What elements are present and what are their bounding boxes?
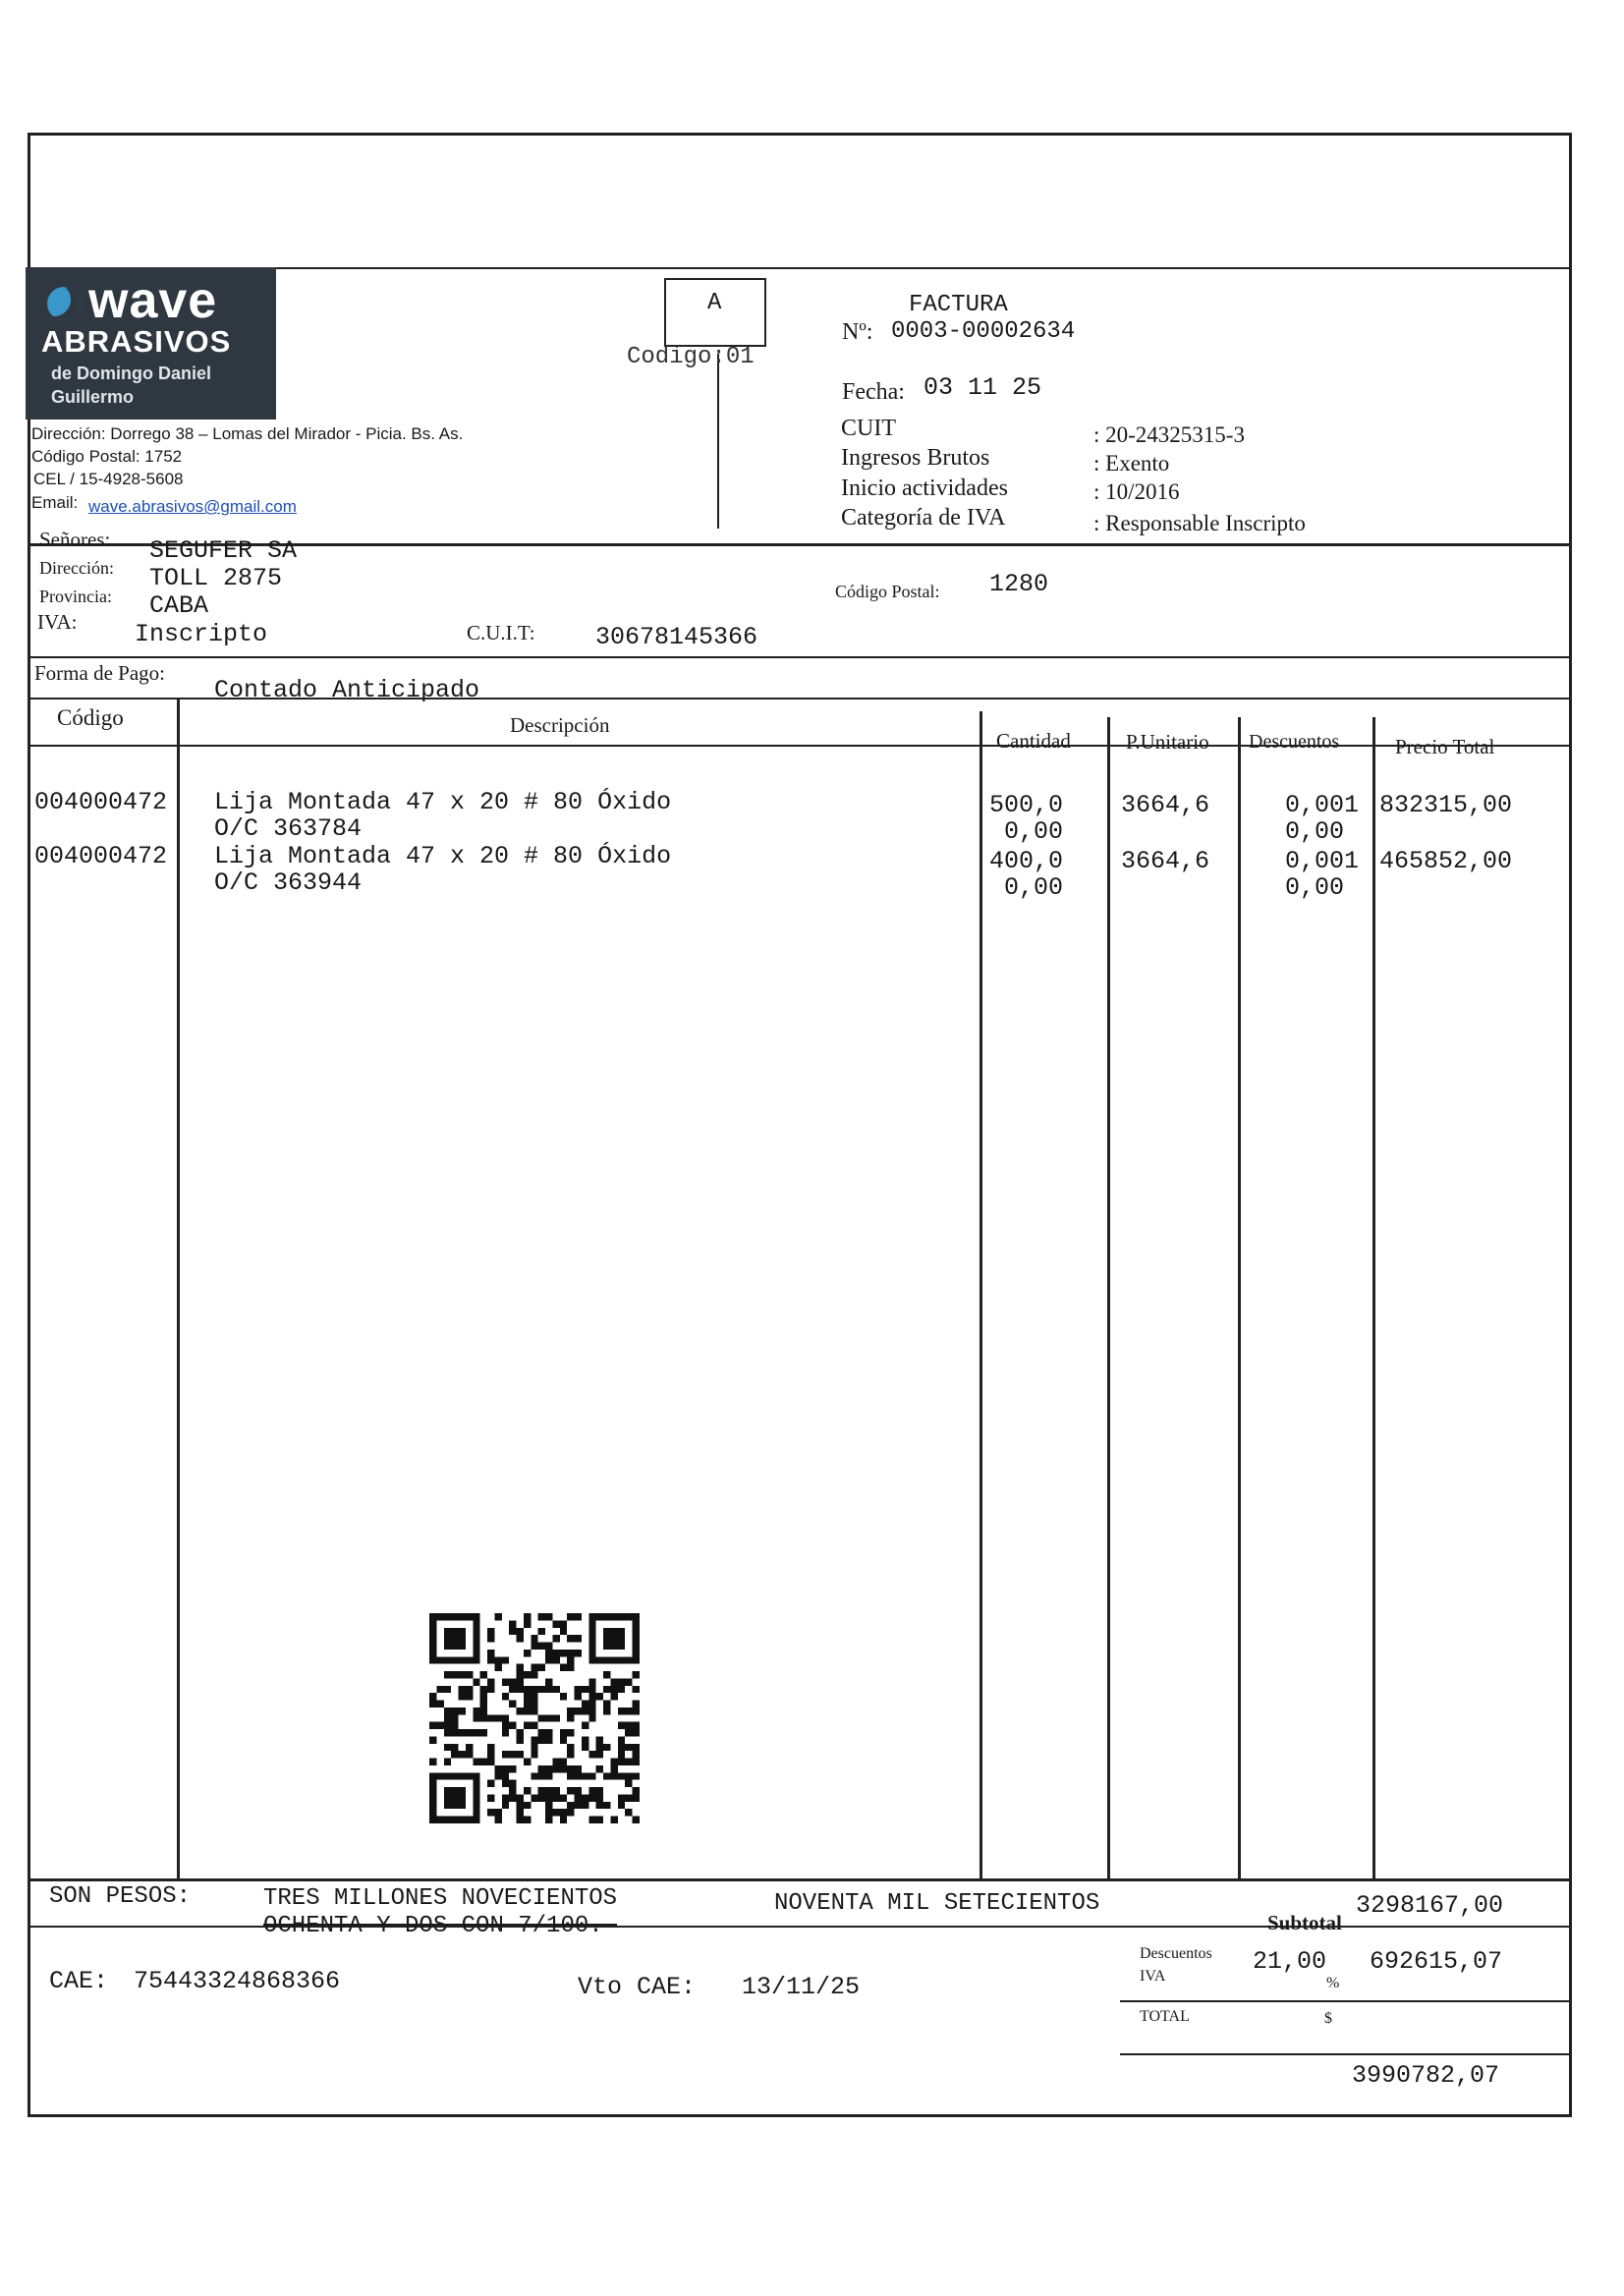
vto-cae-value: 13/11/25 [742, 1973, 861, 2001]
iva-label: IVA [1140, 1968, 1166, 1985]
total-row-divider [1120, 2053, 1572, 2055]
invoice-fecha: 03 11 25 [924, 373, 1042, 402]
header-vertical-divider [717, 354, 719, 529]
client-senores-label: Señores: [39, 528, 111, 551]
client-provincia: CABA [149, 591, 209, 620]
issuer-email-label: Email: [31, 493, 79, 512]
client-cp-label: Código Postal: [835, 582, 940, 601]
client-direccion: TOLL 2875 [149, 564, 283, 592]
issuer-cel: CEL / 15-4928-5608 [33, 470, 184, 488]
invoice-codigo: Codigo:01 [627, 344, 755, 370]
invoice-inicio-label: Inicio actividades [841, 476, 1008, 501]
issuer-email-link[interactable]: wave.abrasivos@gmail.com [88, 497, 297, 516]
descuentos-label: Descuentos [1140, 1945, 1212, 1962]
invoice-type-letter: A [707, 290, 722, 316]
row-cantidad-dec: 0,00 [1004, 817, 1064, 846]
col-line-codigo [177, 698, 180, 1878]
row-cantidad-dec: 0,00 [1004, 873, 1064, 902]
invoice-cuit: : 20-24325315-3 [1093, 422, 1245, 447]
row-cantidad: 400,0 [989, 847, 1064, 875]
col-line-cantidad [1107, 717, 1110, 1878]
iva-percent: % [1326, 1975, 1340, 1991]
header-unitario: P.Unitario [1126, 730, 1209, 754]
company-logo [26, 267, 276, 420]
row-unitario: 3664,6 [1121, 791, 1210, 819]
son-middle: NOVENTA MIL SETECIENTOS [774, 1890, 1100, 1917]
invoice-iva-cat-label: Categoría de IVA [841, 505, 1006, 531]
client-iva-label: IVA: [37, 610, 78, 634]
row-desc-line1: Lija Montada 47 x 20 # 80 Óxido [214, 842, 672, 870]
total-value: 3990782,07 [1352, 2061, 1500, 2090]
wave-swirl-icon [47, 287, 81, 320]
header-total: Precio Total [1395, 735, 1495, 758]
row-descuento-dec: 0,00 [1285, 873, 1345, 902]
logo-owner-line1: de Domingo Daniel [51, 364, 212, 383]
invoice-number-label: Nº: [842, 319, 873, 345]
client-cuit-label: C.U.I.T: [467, 621, 535, 644]
vto-cae-label: Vto CAE: [578, 1973, 697, 2001]
row-descuento: 0,001 [1285, 791, 1360, 819]
row-desc-line1: Lija Montada 47 x 20 # 80 Óxido [214, 788, 672, 816]
header-descripcion: Descripción [510, 713, 610, 737]
col-line-unitario [1238, 717, 1241, 1878]
son-line1: TRES MILLONES NOVECIENTOS [263, 1885, 618, 1912]
invoice-number: 0003-00002634 [891, 318, 1076, 345]
issuer-address: Dirección: Dorrego 38 – Lomas del Mirador - Picia. Bs. As. [31, 424, 464, 443]
table-header-divider [28, 745, 1572, 747]
client-direccion-label: Dirección: [39, 558, 114, 578]
row-desc-line2: O/C 363944 [214, 868, 363, 897]
row-descuento: 0,001 [1285, 847, 1360, 875]
invoice-ib: : Exento [1093, 451, 1170, 476]
pago-value: Contado Anticipado [214, 676, 480, 704]
row-total: 832315,00 [1379, 791, 1513, 819]
invoice-cuit-label: CUIT [841, 416, 896, 441]
row-descuento-dec: 0,00 [1285, 817, 1345, 846]
son-label: SON PESOS: [49, 1883, 192, 1910]
client-cuit: 30678145366 [595, 623, 758, 651]
header-codigo: Código [57, 705, 124, 730]
client-cp: 1280 [989, 570, 1049, 598]
row-cantidad: 500,0 [989, 791, 1064, 819]
row-unitario: 3664,6 [1121, 847, 1210, 875]
cae-value: 75443324868366 [134, 1967, 341, 1995]
client-name: SEGUFER SA [149, 536, 298, 565]
row-total: 465852,00 [1379, 847, 1513, 875]
pago-label: Forma de Pago: [34, 661, 165, 685]
iva-amount: 692615,07 [1370, 1947, 1503, 1976]
invoice-title: FACTURA [909, 292, 1008, 318]
client-bottom-divider [28, 656, 1572, 658]
logo-owner-line2: Guillermo [51, 387, 135, 407]
iva-rate: 21,00 [1253, 1947, 1327, 1976]
invoice-fecha-label: Fecha: [842, 379, 905, 405]
subtotal-value: 3298167,00 [1356, 1891, 1504, 1920]
logo-brand: wave [88, 272, 218, 329]
invoice-ib-label: Ingresos Brutos [841, 445, 990, 471]
total-label: TOTAL [1140, 2008, 1190, 2025]
header-cantidad: Cantidad [996, 729, 1071, 753]
col-line-descuentos [1372, 717, 1375, 1878]
iva-row-divider [1120, 2000, 1572, 2002]
logo-brand-sub: ABRASIVOS [41, 324, 232, 359]
subtotal-label: Subtotal [1267, 1911, 1342, 1934]
col-line-descripcion [980, 711, 982, 1878]
invoice-iva-cat: : Responsable Inscripto [1093, 511, 1306, 535]
issuer-postal: Código Postal: 1752 [31, 447, 183, 466]
row-codigo: 004000472 [34, 788, 168, 816]
table-bottom-divider [28, 1878, 1572, 1881]
total-currency: $ [1324, 2010, 1332, 2027]
row-desc-line2: O/C 363784 [214, 814, 363, 843]
cae-label: CAE: [49, 1967, 109, 1995]
invoice-inicio: : 10/2016 [1093, 479, 1180, 504]
son-line2: OCHENTA Y DOS CON 7/100.- [263, 1913, 618, 1939]
row-codigo: 004000472 [34, 842, 168, 870]
header-descuentos: Descuentos [1249, 731, 1340, 753]
client-iva: Inscripto [135, 620, 268, 648]
qr-code [429, 1613, 640, 1823]
client-provincia-label: Provincia: [39, 587, 112, 606]
